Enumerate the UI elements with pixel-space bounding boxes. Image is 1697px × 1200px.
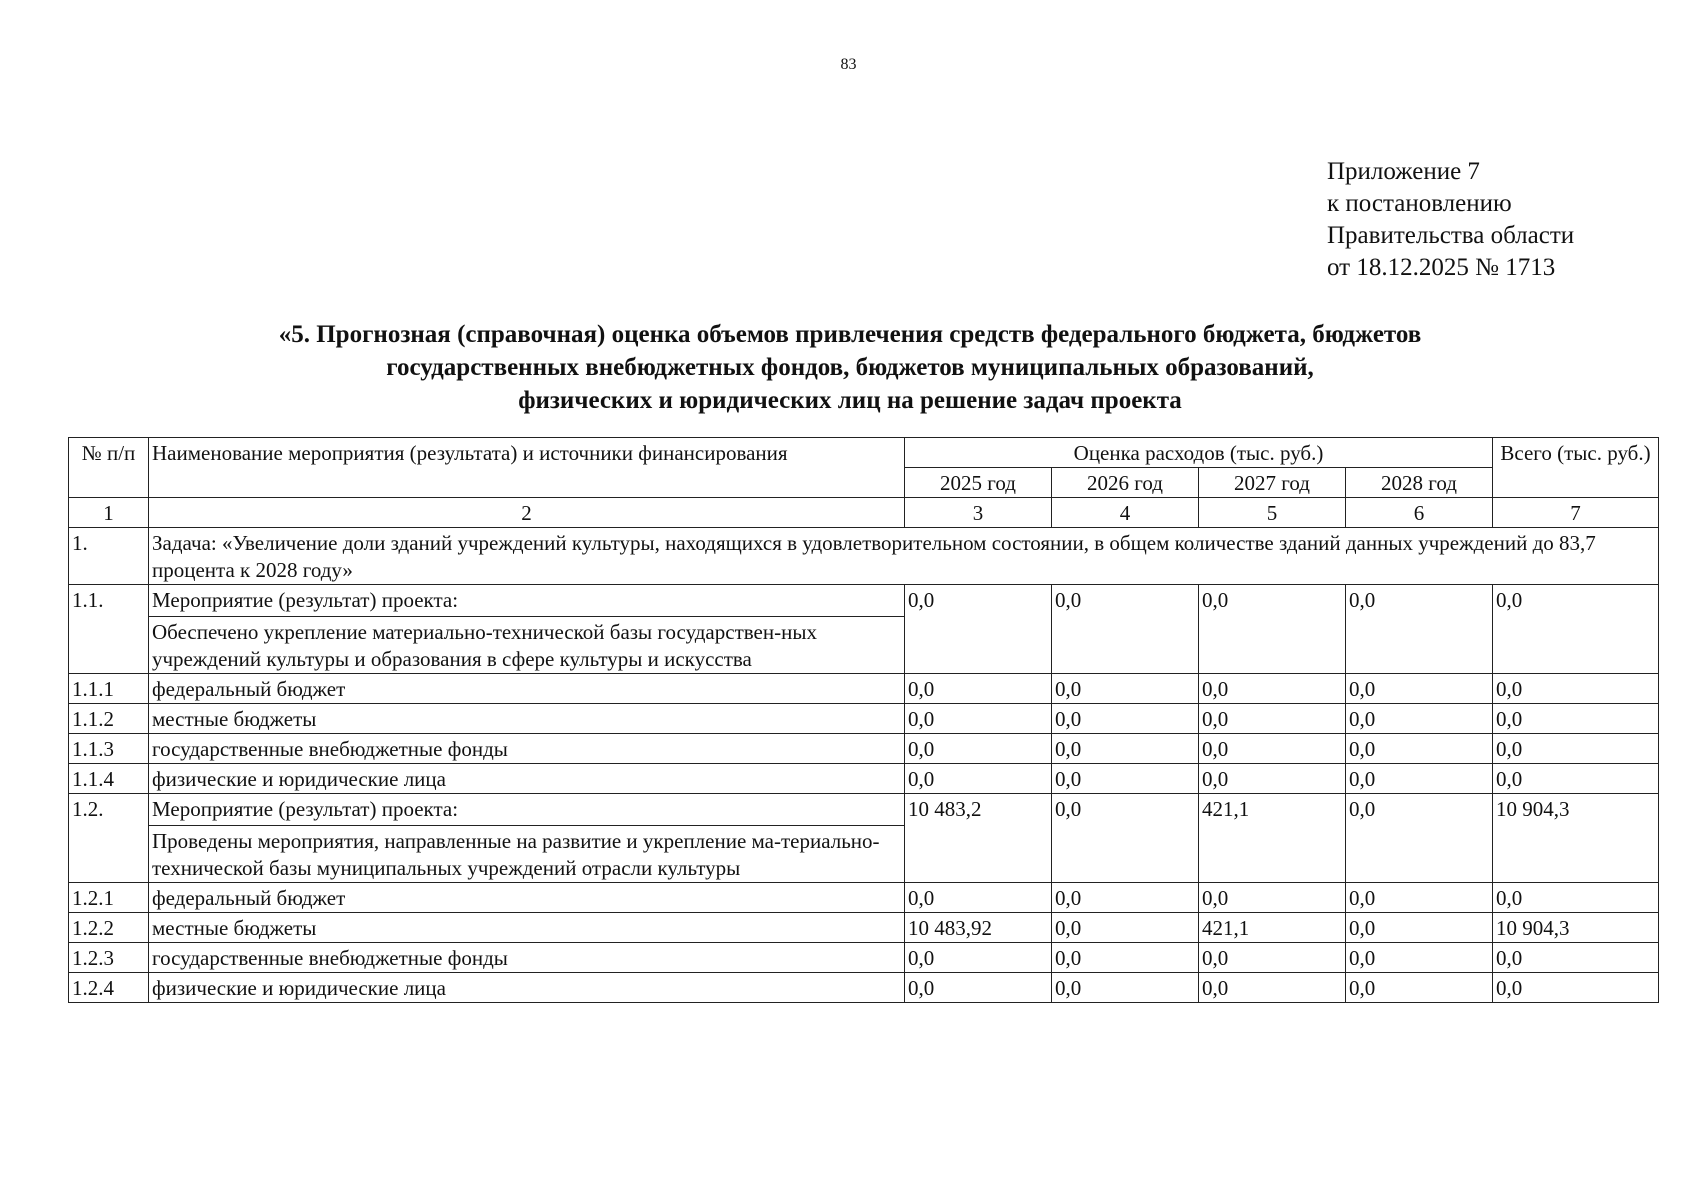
header-num: № п/п [69, 438, 149, 498]
row-year-value: 0,0 [1346, 704, 1493, 734]
row-year-value: 0,0 [1052, 704, 1199, 734]
row-year-value: 0,0 [1052, 734, 1199, 764]
row-name [149, 674, 905, 704]
row-name [149, 913, 905, 943]
row-year-value: 421,1 [1199, 794, 1346, 883]
row-year-value: 0,0 [1346, 913, 1493, 943]
row-year-value: 0,0 [1052, 674, 1199, 704]
row-name [149, 704, 905, 734]
row-year-value: 0,0 [1052, 883, 1199, 913]
row-num: 1.2.1 [69, 883, 149, 913]
row-year-value: 0,0 [1346, 585, 1493, 674]
column-number: 3 [905, 498, 1052, 528]
row-year-value: 0,0 [1052, 943, 1199, 973]
page-number: 83 [840, 56, 857, 73]
row-year-value: 0,0 [1199, 734, 1346, 764]
row-total-value: 0,0 [1493, 734, 1659, 764]
table-row [69, 973, 1659, 1003]
row-total-value: 0,0 [1493, 973, 1659, 1003]
row-description: Проведены мероприятия, направленные на развитие и укрепление ма-териально-технической базы муниципальных учреждений отрасли культуры [149, 825, 904, 882]
row-year-value: 0,0 [905, 943, 1052, 973]
row-year-value: 0,0 [1199, 585, 1346, 674]
row-year-value: 0,0 [1199, 764, 1346, 794]
row-num: 1.2.3 [69, 943, 149, 973]
column-number-row [69, 498, 1659, 528]
appendix-line: Приложение 7 [1327, 158, 1480, 185]
row-total-value: 10 904,3 [1493, 794, 1659, 883]
row-year-value: 0,0 [1052, 764, 1199, 794]
row-num: 1.1.1 [69, 674, 149, 704]
row-year-value: 10 483,92 [905, 913, 1052, 943]
row-num: 1.1.2 [69, 704, 149, 734]
row-year-value: 0,0 [905, 674, 1052, 704]
table-row [69, 764, 1659, 794]
row-year-value: 0,0 [1052, 913, 1199, 943]
column-number: 6 [1346, 498, 1493, 528]
row-label: государственные внебюджетные фонды [152, 737, 508, 761]
funding-table [68, 437, 1659, 1003]
row-year-value: 0,0 [1346, 764, 1493, 794]
row-name [149, 794, 905, 883]
header-name: Наименование мероприятия (результата) и источники финансирования [149, 438, 905, 498]
task-row [69, 528, 1659, 585]
row-year-value: 0,0 [1199, 943, 1346, 973]
row-year-value: 0,0 [1199, 704, 1346, 734]
row-year-value: 0,0 [1199, 674, 1346, 704]
row-label: федеральный бюджет [152, 886, 346, 910]
table-row [69, 943, 1659, 973]
row-name [149, 883, 905, 913]
row-num: 1.2.2 [69, 913, 149, 943]
row-label: федеральный бюджет [152, 677, 346, 701]
row-total-value: 0,0 [1493, 585, 1659, 674]
header-year: 2027 год [1199, 468, 1346, 498]
row-num: 1.1.4 [69, 764, 149, 794]
row-num: 1.1.3 [69, 734, 149, 764]
row-year-value: 0,0 [1346, 674, 1493, 704]
row-num: 1.2.4 [69, 973, 149, 1003]
task-text: Задача: «Увеличение доли зданий учреждений культуры, находящихся в удовлетворительном состоянии, в общем количестве зданий данных учреждений до 83,7 процента к 2028 году» [149, 528, 1659, 585]
header-row [69, 438, 1659, 468]
row-year-value: 0,0 [1346, 794, 1493, 883]
appendix-line: Правительства области [1327, 222, 1575, 249]
row-year-value: 0,0 [905, 704, 1052, 734]
table-row [69, 704, 1659, 734]
row-year-value: 0,0 [1199, 883, 1346, 913]
table-row [69, 674, 1659, 704]
row-year-value: 0,0 [905, 585, 1052, 674]
row-label: физические и юридические лица [152, 767, 446, 791]
column-number: 1 [69, 498, 149, 528]
task-num: 1. [69, 528, 149, 585]
appendix-line: от 18.12.2025 № 1713 [1327, 254, 1556, 281]
row-description: Обеспечено укрепление материально-технической базы государствен-ных учреждений культуры и образования в сфере культуры и искусства [149, 616, 904, 673]
column-number: 2 [149, 498, 905, 528]
table-row [69, 913, 1659, 943]
row-name [149, 973, 905, 1003]
header-year: 2026 год [1052, 468, 1199, 498]
table-row [69, 883, 1659, 913]
table-row [69, 794, 1659, 883]
title-line: «5. Прогнозная (справочная) оценка объемов привлечения средств федерального бюджета, бюджетов [278, 321, 1422, 348]
row-total-value: 0,0 [1493, 704, 1659, 734]
row-year-value: 0,0 [1052, 585, 1199, 674]
row-label: государственные внебюджетные фонды [152, 946, 508, 970]
row-total-value: 0,0 [1493, 943, 1659, 973]
column-number: 5 [1199, 498, 1346, 528]
row-num: 1.2. [69, 794, 149, 883]
header-year: 2028 год [1346, 468, 1493, 498]
row-label: физические и юридические лица [152, 976, 446, 1000]
row-year-value: 0,0 [1346, 883, 1493, 913]
row-name [149, 734, 905, 764]
row-name [149, 585, 905, 674]
row-year-value: 10 483,2 [905, 794, 1052, 883]
row-name [149, 943, 905, 973]
row-year-value: 0,0 [905, 764, 1052, 794]
row-year-value: 0,0 [1346, 973, 1493, 1003]
table-row [69, 734, 1659, 764]
title-line: государственных внебюджетных фондов, бюджетов муниципальных образований, [386, 354, 1314, 381]
title-line: физических и юридических лиц на решение задач проекта [518, 387, 1182, 414]
row-total-value: 0,0 [1493, 764, 1659, 794]
header-expense-group: Оценка расходов (тыс. руб.) [905, 438, 1493, 468]
row-label: Мероприятие (результат) проекта: [152, 588, 459, 612]
header-year: 2025 год [905, 468, 1052, 498]
row-name [149, 764, 905, 794]
table-row [69, 585, 1659, 674]
row-year-value: 0,0 [1052, 973, 1199, 1003]
row-total-value: 10 904,3 [1493, 913, 1659, 943]
row-total-value: 0,0 [1493, 674, 1659, 704]
header-total: Всего (тыс. руб.) [1493, 438, 1659, 498]
row-year-value: 0,0 [905, 883, 1052, 913]
row-year-value: 0,0 [1199, 973, 1346, 1003]
row-year-value: 0,0 [905, 973, 1052, 1003]
column-number: 7 [1493, 498, 1659, 528]
appendix-line: к постановлению [1327, 190, 1512, 217]
row-total-value: 0,0 [1493, 883, 1659, 913]
row-num: 1.1. [69, 585, 149, 674]
row-label: местные бюджеты [152, 707, 317, 731]
row-label: Мероприятие (результат) проекта: [152, 797, 459, 821]
row-year-value: 0,0 [905, 734, 1052, 764]
document-title [120, 318, 1580, 417]
column-number: 4 [1052, 498, 1199, 528]
row-year-value: 0,0 [1346, 734, 1493, 764]
row-year-value: 0,0 [1346, 943, 1493, 973]
row-label: местные бюджеты [152, 916, 317, 940]
row-year-value: 0,0 [1052, 794, 1199, 883]
row-year-value: 421,1 [1199, 913, 1346, 943]
appendix-block [1327, 156, 1574, 284]
